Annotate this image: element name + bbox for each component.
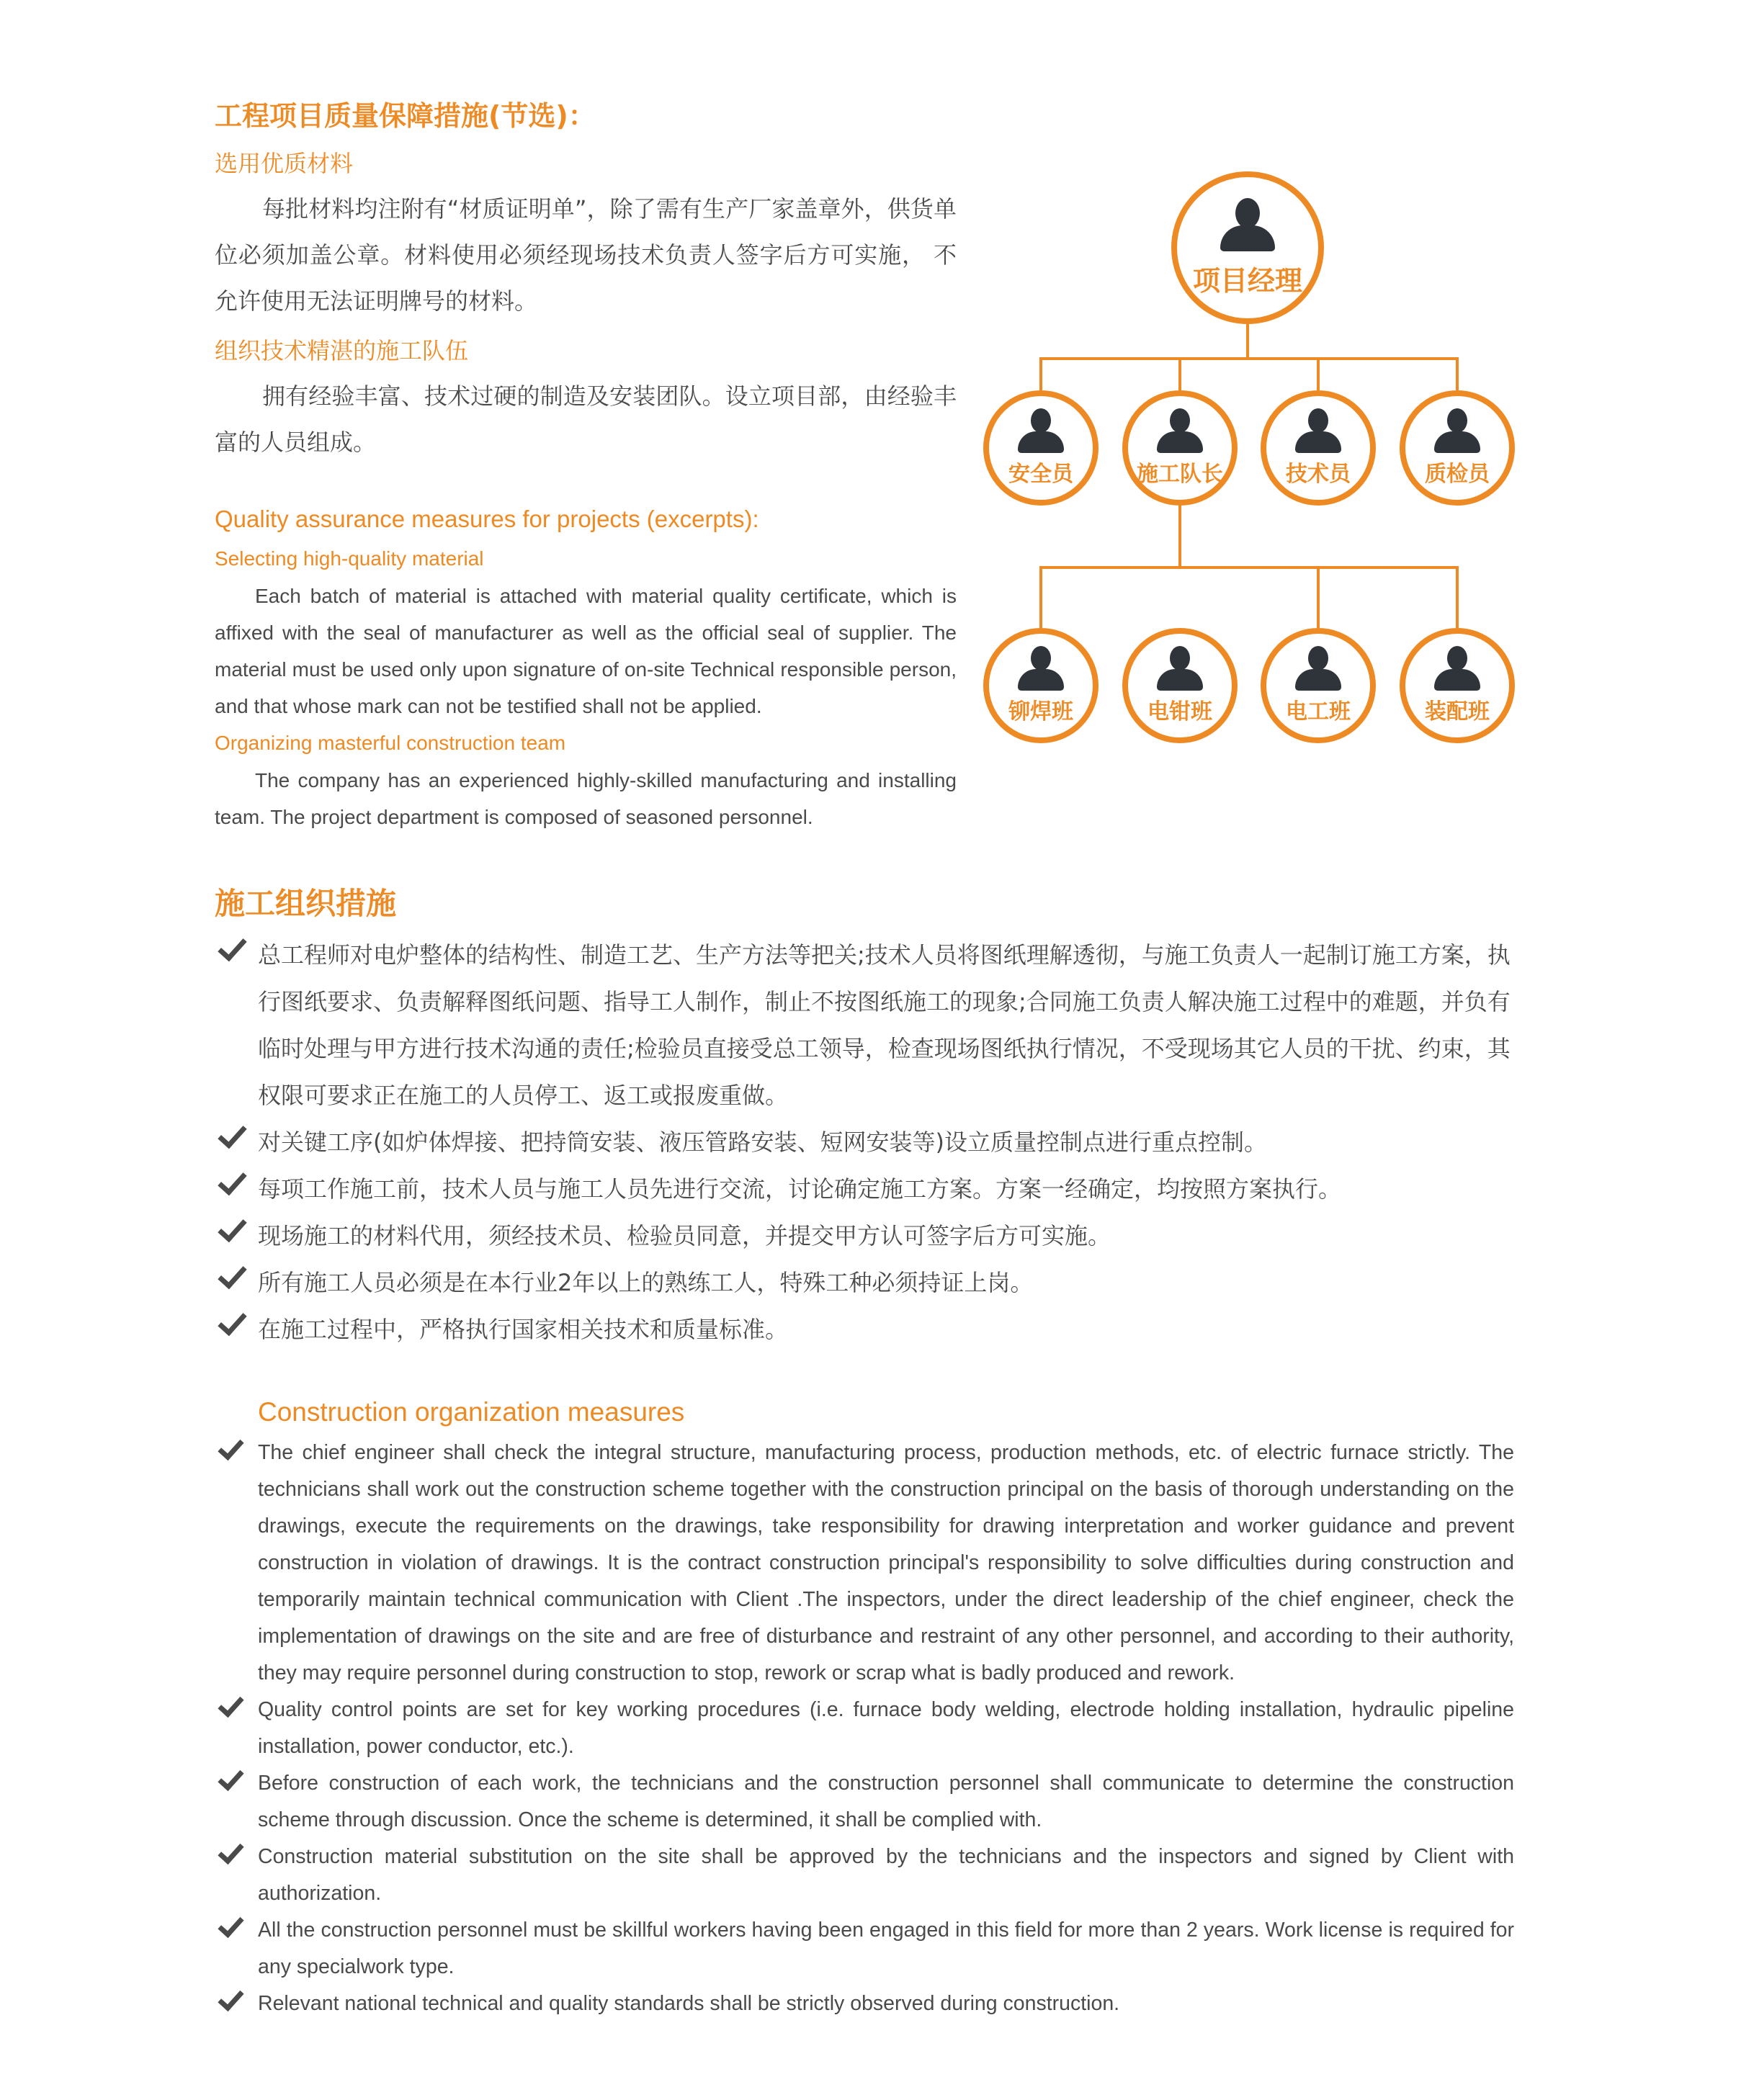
list-item: 对关键工序(如炉体焊接、把持筒安装、液压管路安装、短网安装等)设立质量控制点进行重点控制。 <box>215 1119 1514 1166</box>
org-node-label: 施工队长 <box>1137 462 1223 487</box>
checkmark-icon <box>218 1260 246 1290</box>
org-node-electrician-team <box>1261 628 1376 743</box>
quality-para2-en: The company has an experienced highly-skilled manufacturing and installing team. The project department is composed of seasoned personnel. <box>215 769 957 828</box>
checkmark-icon <box>218 1213 246 1243</box>
quality-sub1-cn: 选用优质材料 <box>215 150 354 177</box>
construction-list-cn <box>215 932 1514 1353</box>
person-icon <box>1434 646 1480 692</box>
org-connector <box>1039 566 1457 569</box>
checkmark-icon <box>218 1838 243 1865</box>
checkmark-icon <box>218 1166 246 1196</box>
org-node-label: 装配班 <box>1425 699 1490 724</box>
org-node-label: 技术员 <box>1286 462 1351 487</box>
list-item: 所有施工人员必须是在本行业2年以上的熟练工人，特殊工种必须持证上岗。 <box>215 1260 1514 1306</box>
person-icon <box>1434 408 1480 454</box>
person-icon <box>1018 408 1064 454</box>
checkmark-icon <box>218 932 246 962</box>
org-connector <box>1456 357 1459 390</box>
org-connector <box>1039 566 1042 628</box>
org-node-label: 铆焊班 <box>1008 699 1073 724</box>
org-node-label: 电钳班 <box>1147 699 1212 724</box>
checkmark-icon <box>218 1764 243 1791</box>
list-item: Relevant national technical and quality standards shall be strictly observed during construction. <box>215 1985 1514 2022</box>
org-connector <box>1178 357 1181 390</box>
checkmark-icon <box>218 1985 243 2011</box>
construction-list-en <box>215 1435 1514 2022</box>
org-node-construction-captain <box>1122 390 1238 506</box>
construction-title-cn: 施工组织措施 <box>215 886 397 921</box>
list-item: All the construction personnel must be skillful workers having been engaged in this field for more than 2 years. Work license is required for any specialwork type. <box>215 1912 1514 1985</box>
list-item: Quality control points are set for key working procedures (i.e. furnace body welding, electrode holding installation, hydraulic pipeline installation, power conductor, etc.). <box>215 1692 1514 1765</box>
org-node-safety-officer <box>983 390 1099 506</box>
checkmark-icon <box>218 1691 243 1718</box>
person-icon <box>1220 198 1275 253</box>
quality-title-en: Quality assurance measures for projects (excerpts): <box>215 506 759 532</box>
list-item: 每项工作施工前，技术人员与施工人员先进行交流，讨论确定施工方案。方案一经确定，均按照方案执行。 <box>215 1166 1514 1213</box>
quality-title-cn: 工程项目质量保障措施(节选)： <box>215 100 596 132</box>
list-item: 现场施工的材料代用，须经技术员、检验员同意，并提交甲方认可签字后方可实施。 <box>215 1213 1514 1260</box>
org-node-label: 电工班 <box>1286 699 1351 724</box>
person-icon <box>1157 646 1203 692</box>
org-connector <box>1456 566 1459 628</box>
person-icon <box>1295 646 1341 692</box>
list-item: The chief engineer shall check the integral structure, manufacturing process, production methods, etc. of electric furnace strictly. The technicians shall work out the construction scheme together with the construction principal on the basis of thorough understanding on the drawings, execute the requirements on the drawings, take responsibility for drawing interpretation and worker guidance and prevent construction in violation of drawings. It is the contract construction principal's responsibility to solve difficulties during construction and temporarily maintain technical communication with Client .The inspectors, under the direct leadership of the chief engineer, check the implementation of drawings on the site and are free of disturbance and restraint of any other personnel, and according to their authority, they may require personnel during construction to stop, rework or scrap what is badly produced and rework. <box>215 1435 1514 1692</box>
org-connector <box>1317 357 1320 390</box>
org-node-label: 项目经理 <box>1192 264 1302 297</box>
org-connector <box>1317 566 1320 628</box>
checkmark-icon <box>218 1434 243 1460</box>
quality-sub1-en: Selecting high-quality material <box>215 547 484 570</box>
person-icon <box>1295 408 1341 454</box>
org-node-fitter-team <box>1122 628 1238 743</box>
list-item: Construction material substitution on the site shall be approved by the technicians and the inspectors and signed by Client with authorization. <box>215 1839 1514 1912</box>
org-node-assembly-team <box>1400 628 1515 743</box>
org-connector <box>1039 357 1042 390</box>
org-connector <box>1246 323 1249 359</box>
org-connector <box>1039 357 1457 360</box>
person-icon <box>1018 646 1064 692</box>
org-node-project-manager <box>1171 171 1324 324</box>
person-icon <box>1157 408 1203 454</box>
quality-para2-cn: 拥有经验丰富、技术过硬的制造及安装团队。设立项目部，由经验丰富的人员组成。 <box>215 382 957 456</box>
checkmark-icon <box>218 1306 246 1337</box>
quality-para1-cn: 每批材料均注附有“材质证明单”，除了需有生产厂家盖章外，供货单位必须加盖公章。材料使用必须经现场技术负责人签字后方可实施， 不允许使用无法证明牌号的材料。 <box>215 195 957 315</box>
list-item: 在施工过程中，严格执行国家相关技术和质量标准。 <box>215 1306 1514 1353</box>
org-node-label: 安全员 <box>1008 462 1073 487</box>
org-node-quality-inspector <box>1400 390 1515 506</box>
construction-title-en: Construction organization measures <box>258 1397 685 1427</box>
checkmark-icon <box>218 1119 246 1149</box>
org-node-label: 质检员 <box>1425 462 1490 487</box>
org-node-riveting-welding-team <box>983 628 1099 743</box>
quality-sub2-en: Organizing masterful construction team <box>215 732 566 754</box>
quality-sub2-cn: 组织技术精湛的施工队伍 <box>215 337 469 364</box>
list-item: 总工程师对电炉整体的结构性、制造工艺、生产方法等把关;技术人员将图纸理解透彻，与施工负责人一起制订施工方案，执行图纸要求、负责解释图纸问题、指导工人制作，制止不按图纸施工的现象;合同施工负责人解决施工过程中的难题，并负有临时处理与甲方进行技术沟通的责任;检验员直接受总工领导，检查现场图纸执行情况，不受现场其它人员的干扰、约束，其权限可要求正在施工的人员停工、返工或报废重做。 <box>215 932 1514 1119</box>
org-node-technician <box>1261 390 1376 506</box>
org-connector <box>1178 504 1181 567</box>
list-item: Before construction of each work, the technicians and the construction personnel shall communicate to determine the construction scheme through discussion. Once the scheme is determined, it shall be complied with. <box>215 1765 1514 1839</box>
quality-para1-en: Each batch of material is attached with material quality certificate, which is affixed with the seal of manufacturer as well as the official seal of supplier. The material must be used only upon signature of on-site Technical responsible person, and that whose mark can not be testified shall not be applied. <box>215 585 957 717</box>
checkmark-icon <box>218 1911 243 1938</box>
